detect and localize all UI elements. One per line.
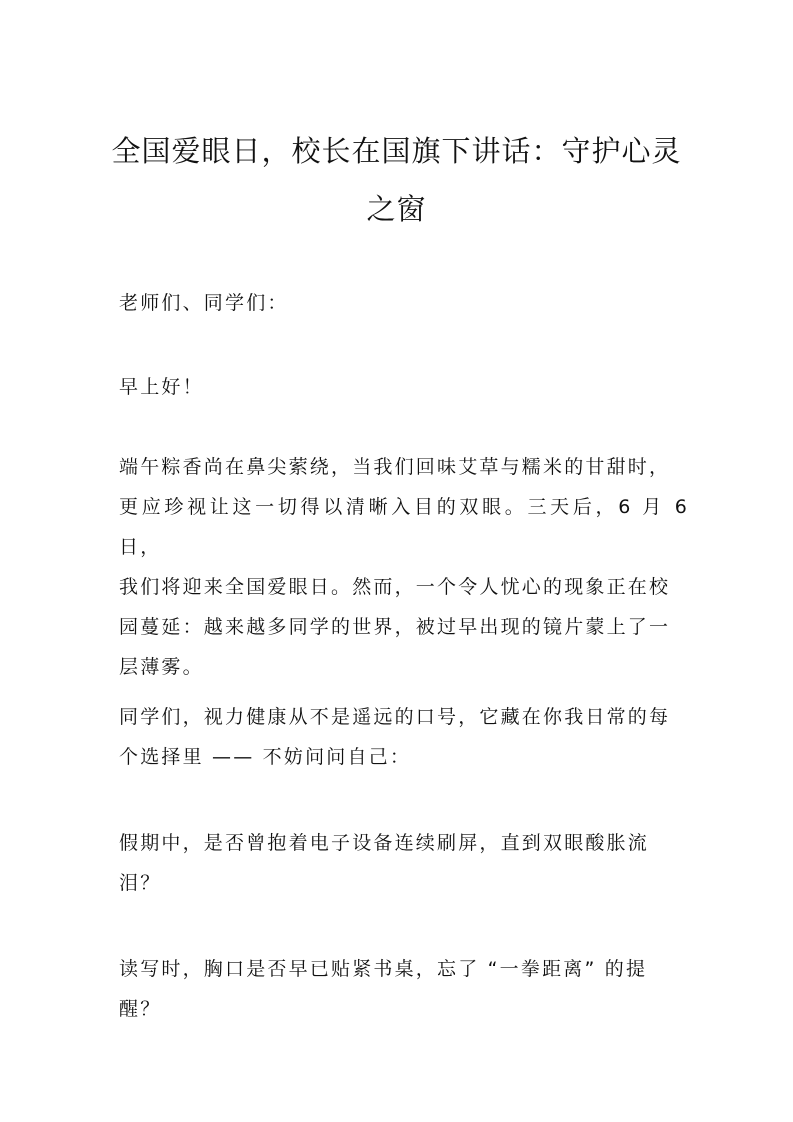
intro-paragraph: [119, 447, 689, 687]
title-line-1: 全国爱眼日，校长在国旗下讲话：守护心灵: [111, 134, 682, 168]
text-line: 读写时，胸口是否早已贴紧书桌，忘了 “一拳距离” 的提: [119, 958, 648, 980]
text-line: 个选择里 —— 不妨问问自己：: [119, 746, 412, 768]
text-line: 端午粽香尚在鼻尖萦绕，当我们回味艾草与糯米的甘甜时，: [119, 456, 671, 478]
document-title: [100, 122, 693, 238]
greeting-paragraph: [119, 367, 689, 407]
text-line: 假期中，是否曾抱着电子设备连续刷屏，直到双眼酸胀流: [119, 832, 650, 854]
text-line: 醒？: [119, 998, 162, 1020]
question-intro-paragraph: [119, 697, 689, 777]
salutation-paragraph: [119, 283, 689, 323]
question-paragraph-1: [119, 823, 689, 903]
text-line: 我们将迎来全国爱眼日。然而，一个令人忧心的现象正在校: [119, 576, 671, 598]
text-line: 同学们，视力健康从不是遥远的口号，它藏在你我日常的每: [119, 706, 671, 728]
question-paragraph-2: [119, 949, 689, 1029]
text-line: 早上好！: [119, 376, 204, 398]
text-line: 园蔓延：越来越多同学的世界，被过早出现的镜片蒙上了一: [119, 616, 671, 638]
text-line: 更应珍视让这一切得以清晰入目的双眼。三天后，6 月 6 日，: [119, 496, 689, 558]
text-line: 层薄雾。: [119, 656, 204, 678]
title-line-2: 之窗: [366, 192, 427, 226]
text-line: 泪？: [119, 872, 162, 894]
text-line: 老师们、同学们：: [119, 292, 289, 314]
